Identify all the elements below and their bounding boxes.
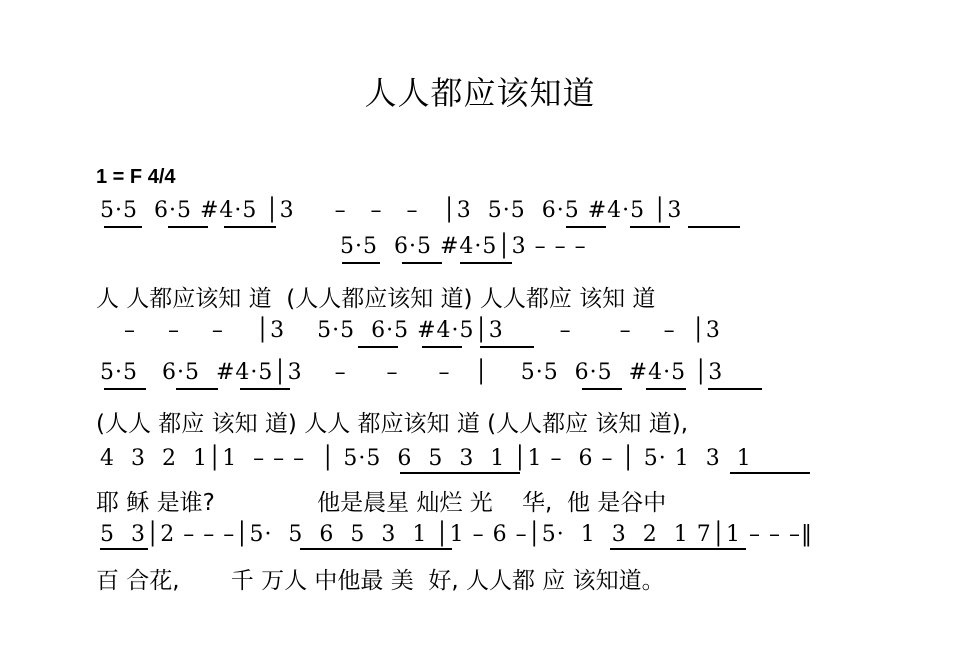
- beam-underline: [342, 262, 380, 264]
- beam-underline: [104, 226, 142, 228]
- beam-underline: [100, 548, 148, 550]
- beam-underline: [630, 226, 670, 228]
- beam-underline: [176, 388, 218, 390]
- song-title: 人人都应该知道: [364, 74, 596, 112]
- beam-underline: [422, 346, 462, 348]
- beam-underline: [688, 226, 740, 228]
- notation-line-2: – – – │3 5·5 6·5 #4·5│3 – – – │3: [100, 318, 721, 343]
- notation-line-3: 5·5 6·5 #4·5│3 – – – │ 5·5 6·5 #4·5 │3: [100, 360, 724, 385]
- beam-underline: [104, 388, 146, 390]
- notation-line-5: 5 3│2 – – –│5· 5 6 5 3 1 │1 – 6 –│5· 1 3 2 1 7│1 – – –‖: [100, 522, 813, 547]
- beam-underline: [480, 346, 534, 348]
- notation-line-4: 4 3 2 1│1 – – – │ 5·5 6 5 3 1 │1 – 6 – │ 5· 1 3 1: [100, 446, 752, 471]
- beam-underline: [168, 226, 208, 228]
- beam-underline: [224, 226, 276, 228]
- lyric-line-2: (人人 都应 该知 道) 人人 都应该知 道 (人人都应 该知 道),: [96, 411, 689, 437]
- notation-line-1: 5·5 6·5 #4·5 │3 – – – │3 5·5 6·5 #4·5 │3: [100, 198, 683, 223]
- notation-line-1b: 5·5 6·5 #4·5│3 – – –: [340, 234, 587, 259]
- beam-underline: [240, 388, 290, 390]
- beam-underline: [610, 548, 746, 550]
- beam-underline: [460, 262, 512, 264]
- beam-underline: [402, 262, 442, 264]
- key-signature: 1 = F 4/4: [96, 166, 176, 188]
- lyric-line-4: 百 合花, 千 万人 中他最 美 好, 人人都 应 该知道。: [96, 568, 665, 594]
- beam-underline: [708, 388, 762, 390]
- lyric-line-3: 耶 稣 是谁? 他是晨星 灿烂 光 华, 他 是谷中: [96, 490, 667, 516]
- lyric-line-1: 人 人都应该知 道 (人人都应该知 道) 人人都应 该知 道: [96, 286, 656, 312]
- beam-underline: [358, 346, 398, 348]
- beam-underline: [582, 388, 622, 390]
- beam-underline: [646, 388, 686, 390]
- beam-underline: [400, 472, 520, 474]
- beam-underline: [730, 472, 810, 474]
- beam-underline: [300, 548, 452, 550]
- beam-underline: [566, 226, 606, 228]
